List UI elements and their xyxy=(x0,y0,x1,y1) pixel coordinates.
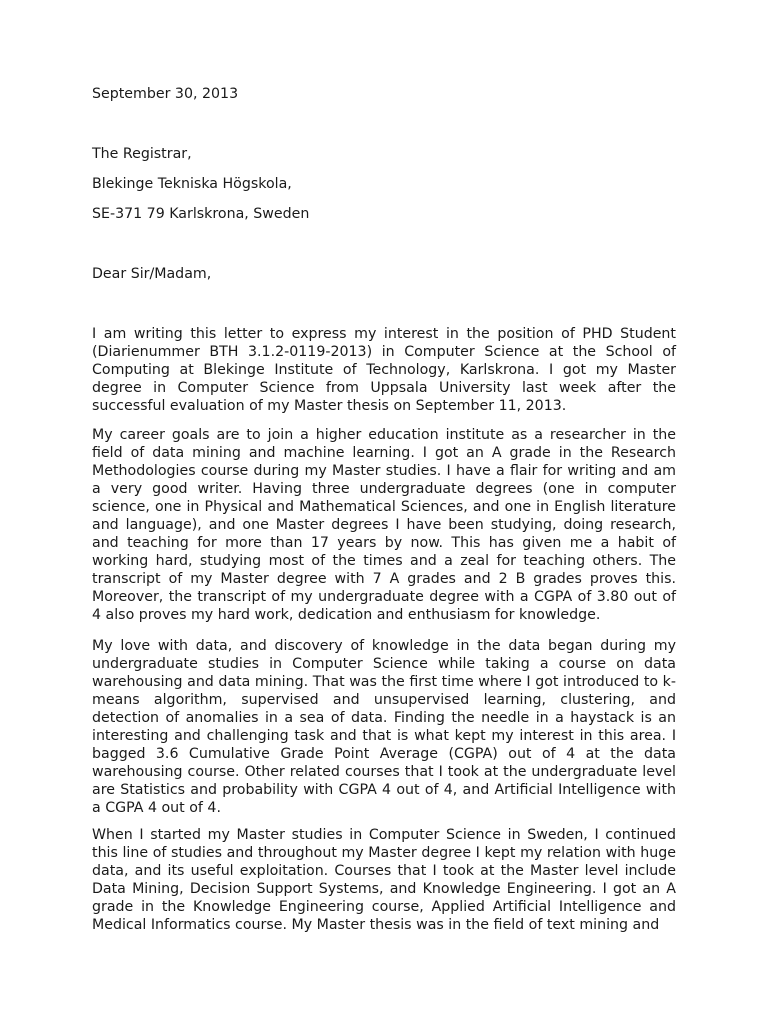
recipient-line-3: SE-371 79 Karlskrona, Sweden xyxy=(92,206,310,222)
letter-date: September 30, 2013 xyxy=(92,86,239,102)
recipient-line-1: The Registrar, xyxy=(92,146,192,162)
paragraph-3: My love with data, and discovery of knowledge in the data began during my undergraduate studies in Computer Science while taking a course on data warehousing and data mining. That was the first time where I got introduced to k-means algorithm, supervised and unsupervised learning, clustering, and detection of anomalies in a sea of data. Finding the needle in a haystack is an interesting and challenging task and that is what kept my interest in this area. I bagged 3.6 Cumulative Grade Point Average (CGPA) out of 4 at the data warehousing course. Other related courses that I took at the undergraduate level are Statistics and probability with CGPA 4 out of 4, and Artificial Intelligence with a CGPA 4 out of 4. xyxy=(92,638,676,816)
paragraph-4: When I started my Master studies in Computer Science in Sweden, I continued this line of studies and throughout my Master degree I kept my relation with huge data, and its useful exploitation. Courses that I took at the Master level include Data Mining, Decision Support Systems, and Knowledge Engineering. I got an A grade in the Knowledge Engineering course, Applied Artificial Intelligence and Medical Informatics course. My Master thesis was in the field of text mining and xyxy=(92,827,676,933)
paragraph-1: I am writing this letter to express my interest in the position of PHD Student (Diarienummer BTH 3.1.2-0119-2013) in Computer Science at the School of Computing at Blekinge Institute of Technology, Karlskrona. I got my Master degree in Computer Science from Uppsala University last week after the successful evaluation of my Master thesis on September 11, 2013. xyxy=(92,326,676,414)
paragraph-2: My career goals are to join a higher education institute as a researcher in the field of data mining and machine learning. I got an A grade in the Research Methodologies course during my Master studies. I have a flair for writing and am a very good writer. Having three undergraduate degrees (one in computer science, one in Physical and Mathematical Sciences, and one in English literature and language), and one Master degrees I have been studying, doing research, and teaching for more than 17 years by now. This has given me a habit of working hard, studying most of the times and a zeal for teaching others. The transcript of my Master degree with 7 A grades and 2 B grades proves this. Moreover, the transcript of my undergraduate degree with a CGPA of 3.80 out of 4 also proves my hard work, dedication and enthusiasm for knowledge. xyxy=(92,427,676,623)
recipient-line-2: Blekinge Tekniska Högskola, xyxy=(92,176,292,192)
salutation: Dear Sir/Madam, xyxy=(92,266,212,282)
